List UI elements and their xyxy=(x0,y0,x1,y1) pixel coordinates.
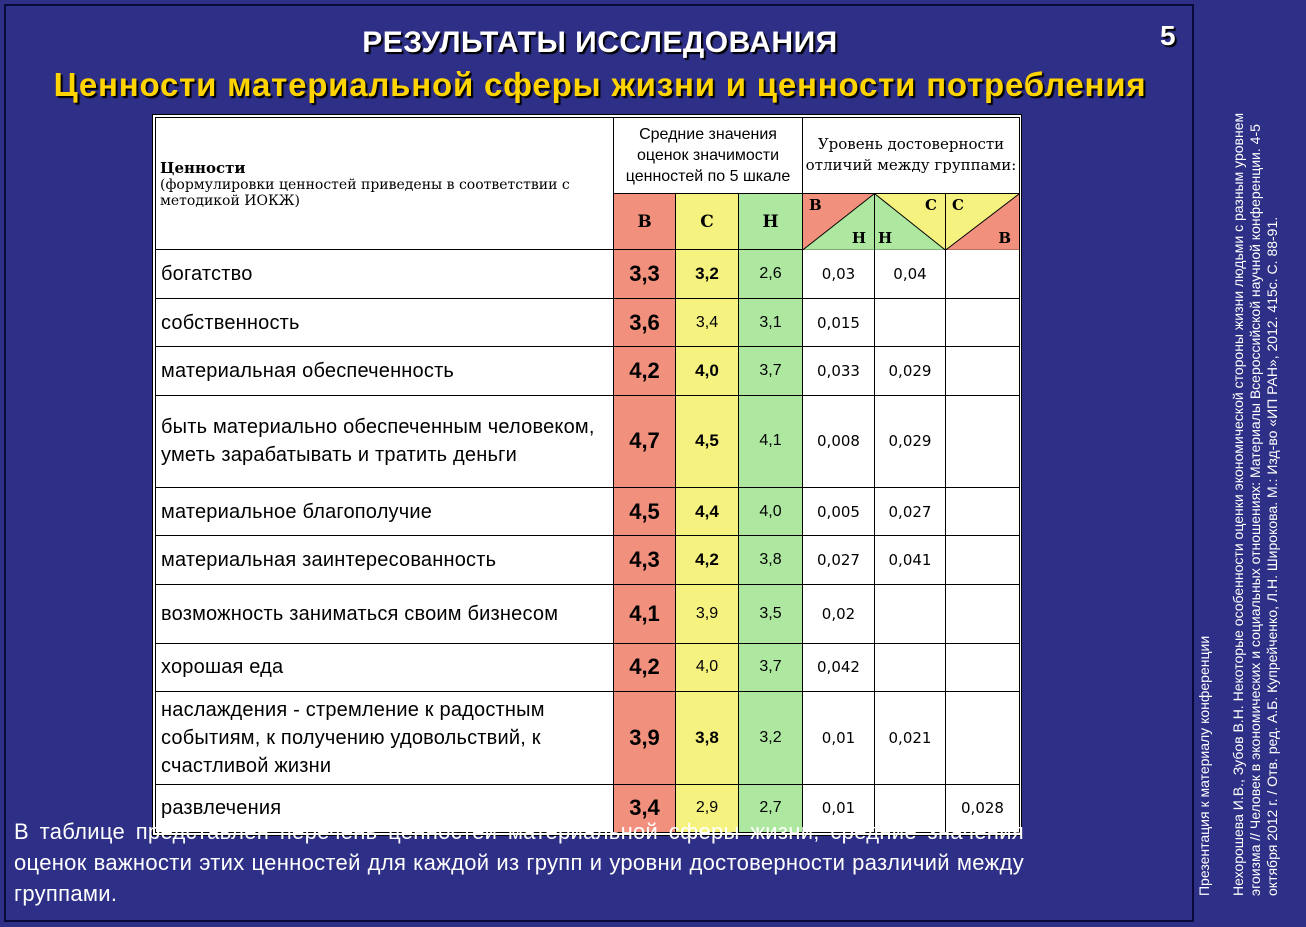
group-header-n: Н xyxy=(739,193,803,250)
slide-title: РЕЗУЛЬТАТЫ ИССЛЕДОВАНИЯ xyxy=(362,26,838,59)
significance-b-n-cell: 0,01 xyxy=(803,784,875,832)
table-row xyxy=(156,692,1020,785)
mean-b-cell: 4,1 xyxy=(614,584,676,643)
table-row xyxy=(156,584,1020,643)
mean-n-cell: 3,2 xyxy=(739,692,803,785)
significance-b-n-cell: 0,027 xyxy=(803,536,875,584)
mean-n-cell: 4,1 xyxy=(739,395,803,488)
mean-s-cell: 2,9 xyxy=(676,784,739,832)
significance-b-n-cell: 0,008 xyxy=(803,395,875,488)
table-row xyxy=(156,250,1020,298)
significance-s-b-cell xyxy=(946,395,1020,488)
mean-n-cell: 2,7 xyxy=(739,784,803,832)
source-citation xyxy=(1196,96,1306,896)
significance-column-header: Уровень достоверности отличий между группами: xyxy=(803,118,1020,194)
values-table xyxy=(155,117,1020,833)
significance-b-n-cell: 0,01 xyxy=(803,692,875,785)
value-name-cell: быть материально обеспеченным человеком, уметь зарабатывать и тратить деньги xyxy=(156,395,614,488)
values-column-note: (формулировки ценностей приведены в соответствии с методикой ИОКЖ) xyxy=(160,176,570,209)
significance-n-s-cell: 0,027 xyxy=(875,488,946,536)
significance-s-b-cell xyxy=(946,584,1020,643)
mean-s-cell: 3,2 xyxy=(676,250,739,298)
mean-s-cell: 4,0 xyxy=(676,643,739,691)
comparison-b-n-left: В xyxy=(809,195,822,214)
citation-reference: Нехорошева И.В., Зубов В.Н. Некоторые особенности оценки экономической стороны жизни людьми с разным уровнем эгоизма // Человек в экономических и социальных отношениях: Материалы Всероссийской научной конференции. 4-5 октября 2012 г. / Отв. ред. А.Б. Купрейченко, Л.Н. Широкова. М.: Изд-во «ИП РАН», 2012. 415с. С. 88-91. xyxy=(1230,112,1280,896)
significance-s-b-cell xyxy=(946,692,1020,785)
means-column-header: Средние значения оценок значимости ценностей по 5 шкале xyxy=(614,118,803,194)
table-row xyxy=(156,643,1020,691)
mean-n-cell: 3,5 xyxy=(739,584,803,643)
slide-subtitle: Ценности материальной сферы жизни и ценности потребления xyxy=(53,66,1147,103)
significance-s-b-cell: 0,028 xyxy=(946,784,1020,832)
mean-n-cell: 3,1 xyxy=(739,298,803,346)
comparison-n-s-left: Н xyxy=(878,229,893,248)
mean-s-cell: 4,5 xyxy=(676,395,739,488)
mean-s-cell: 3,9 xyxy=(676,584,739,643)
table-row xyxy=(156,298,1020,346)
value-name-cell: материальная обеспеченность xyxy=(156,347,614,395)
significance-b-n-cell: 0,015 xyxy=(803,298,875,346)
mean-b-cell: 3,3 xyxy=(614,250,676,298)
values-column-header xyxy=(156,118,614,250)
mean-b-cell: 4,3 xyxy=(614,536,676,584)
mean-n-cell: 2,6 xyxy=(739,250,803,298)
mean-s-cell: 4,0 xyxy=(676,347,739,395)
table-header-row-1 xyxy=(156,118,1020,194)
comparison-header-s-b xyxy=(946,193,1020,250)
values-table-container xyxy=(152,114,1022,836)
significance-s-b-cell xyxy=(946,536,1020,584)
value-name-cell: собственность xyxy=(156,298,614,346)
mean-s-cell: 3,8 xyxy=(676,692,739,785)
comparison-b-n-right: Н xyxy=(851,229,866,248)
value-name-cell: материальное благополучие xyxy=(156,488,614,536)
mean-n-cell: 3,7 xyxy=(739,643,803,691)
mean-s-cell: 4,2 xyxy=(676,536,739,584)
mean-b-cell: 4,2 xyxy=(614,347,676,395)
value-name-cell: хорошая еда xyxy=(156,643,614,691)
significance-b-n-cell: 0,03 xyxy=(803,250,875,298)
mean-s-cell: 3,4 xyxy=(676,298,739,346)
significance-s-b-cell xyxy=(946,347,1020,395)
significance-b-n-cell: 0,042 xyxy=(803,643,875,691)
comparison-header-b-n xyxy=(803,193,875,250)
significance-s-b-cell xyxy=(946,488,1020,536)
significance-b-n-cell: 0,005 xyxy=(803,488,875,536)
significance-s-b-cell xyxy=(946,643,1020,691)
value-name-cell: материальная заинтересованность xyxy=(156,536,614,584)
significance-n-s-cell xyxy=(875,298,946,346)
group-header-s: С xyxy=(676,193,739,250)
significance-n-s-cell: 0,041 xyxy=(875,536,946,584)
mean-b-cell: 3,6 xyxy=(614,298,676,346)
comparison-n-s-right: С xyxy=(925,195,937,214)
significance-n-s-cell: 0,029 xyxy=(875,347,946,395)
mean-b-cell: 4,7 xyxy=(614,395,676,488)
table-row xyxy=(156,536,1020,584)
table-row xyxy=(156,347,1020,395)
significance-n-s-cell: 0,021 xyxy=(875,692,946,785)
value-name-cell: наслаждения - стремление к радостным событиям, к получению удовольствий, к счастливой жизни xyxy=(156,692,614,785)
mean-n-cell: 3,7 xyxy=(739,347,803,395)
group-header-b: В xyxy=(614,193,676,250)
table-row xyxy=(156,488,1020,536)
significance-n-s-cell xyxy=(875,584,946,643)
mean-b-cell: 4,5 xyxy=(614,488,676,536)
value-name-cell: развлечения xyxy=(156,784,614,832)
significance-n-s-cell: 0,029 xyxy=(875,395,946,488)
mean-b-cell: 3,4 xyxy=(614,784,676,832)
value-name-cell: возможность заниматься своим бизнесом xyxy=(156,584,614,643)
comparison-header-n-s xyxy=(875,193,946,250)
page-number: 5 xyxy=(1160,20,1176,51)
citation-intro: Презентация к материалу конференции xyxy=(1196,635,1212,896)
significance-b-n-cell: 0,02 xyxy=(803,584,875,643)
mean-n-cell: 4,0 xyxy=(739,488,803,536)
mean-s-cell: 4,4 xyxy=(676,488,739,536)
comparison-s-b-right: В xyxy=(998,229,1011,248)
slide-description: В таблице представлен перечень ценностей материальной сферы жизни, средние значения оценок важности этих ценностей для каждой из групп и уровни достоверности различий между группами. xyxy=(14,819,1024,906)
value-name-cell: богатство xyxy=(156,250,614,298)
significance-b-n-cell: 0,033 xyxy=(803,347,875,395)
mean-b-cell: 4,2 xyxy=(614,643,676,691)
comparison-s-b-left: С xyxy=(952,195,964,214)
significance-s-b-cell xyxy=(946,298,1020,346)
mean-n-cell: 3,8 xyxy=(739,536,803,584)
significance-n-s-cell xyxy=(875,643,946,691)
mean-b-cell: 3,9 xyxy=(614,692,676,785)
significance-n-s-cell: 0,04 xyxy=(875,250,946,298)
table-row xyxy=(156,395,1020,488)
values-column-title: Ценности xyxy=(160,158,246,177)
significance-s-b-cell xyxy=(946,250,1020,298)
